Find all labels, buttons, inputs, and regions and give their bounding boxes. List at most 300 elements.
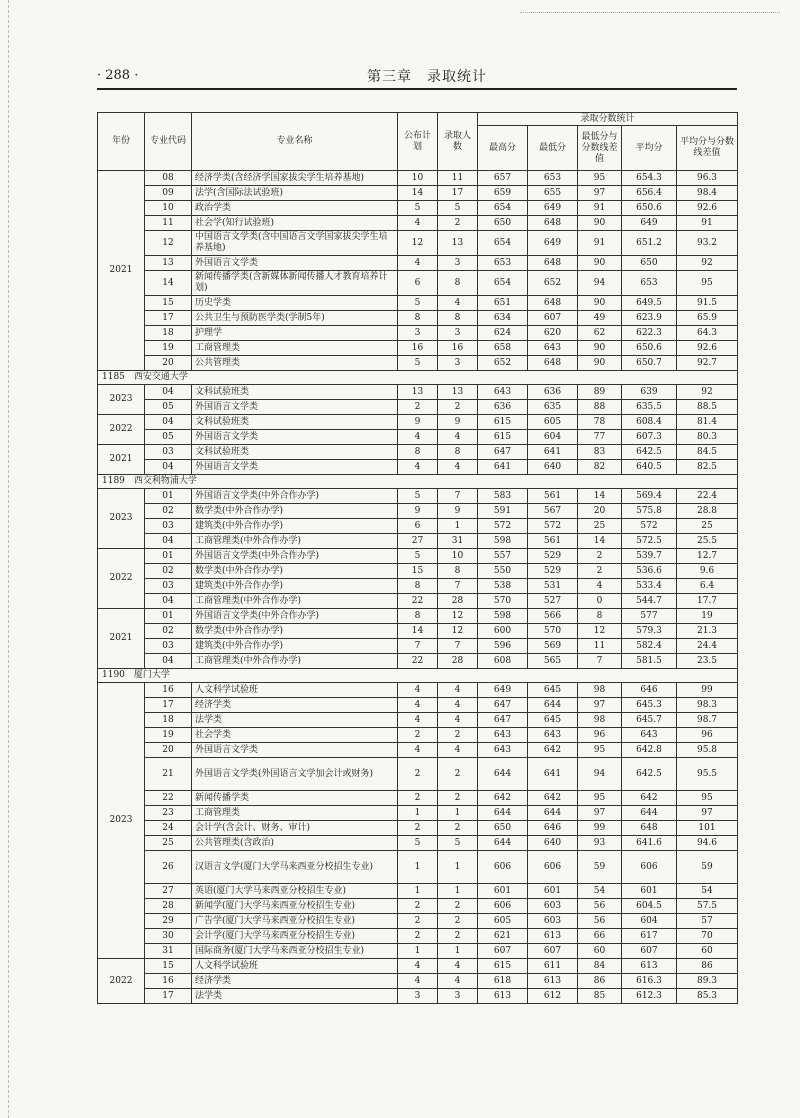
avg-cell: 622.3	[622, 326, 677, 341]
name-cell: 公共管理类(含政治)	[192, 836, 398, 851]
admitted-cell: 1	[438, 519, 478, 534]
avg-cell: 645.3	[622, 698, 677, 713]
name-cell: 护理学	[192, 326, 398, 341]
name-cell: 经济学类	[192, 974, 398, 989]
avg-cell: 623.9	[622, 311, 677, 326]
avg-cell: 616.3	[622, 974, 677, 989]
name-cell: 广告学(厦门大学马来西亚分校招生专业)	[192, 914, 398, 929]
plan-cell: 5	[398, 836, 438, 851]
plan-cell: 4	[398, 713, 438, 728]
avg-cell: 544.7	[622, 594, 677, 609]
name-cell: 建筑类(中外合作办学)	[192, 579, 398, 594]
min-cell: 643	[528, 728, 578, 743]
max-cell: 613	[478, 989, 528, 1004]
max-cell: 598	[478, 534, 528, 549]
admitted-cell: 31	[438, 534, 478, 549]
name-cell: 外国语言文学类	[192, 256, 398, 271]
avg-cell: 642	[622, 791, 677, 806]
admitted-cell: 9	[438, 504, 478, 519]
max-cell: 642	[478, 791, 528, 806]
min-diff-cell: 98	[578, 713, 622, 728]
avg-diff-cell: 94.6	[677, 836, 738, 851]
admitted-cell: 4	[438, 683, 478, 698]
admitted-cell: 3	[438, 256, 478, 271]
min-diff-cell: 90	[578, 356, 622, 371]
avg-diff-cell: 93.2	[677, 231, 738, 256]
max-cell: 636	[478, 400, 528, 415]
name-cell: 法学类	[192, 713, 398, 728]
col-plan: 公布计划	[398, 113, 438, 171]
code-cell: 04	[145, 654, 192, 669]
admitted-cell: 17	[438, 186, 478, 201]
admitted-cell: 8	[438, 311, 478, 326]
avg-cell: 612.3	[622, 989, 677, 1004]
admitted-cell: 13	[438, 385, 478, 400]
col-year: 年份	[98, 113, 145, 171]
plan-cell: 5	[398, 356, 438, 371]
year-cell: 2023	[98, 385, 145, 415]
avg-cell: 572.5	[622, 534, 677, 549]
table-row	[98, 231, 738, 256]
min-diff-cell: 2	[578, 564, 622, 579]
min-diff-cell: 85	[578, 989, 622, 1004]
min-cell: 611	[528, 959, 578, 974]
admitted-cell: 4	[438, 460, 478, 475]
avg-diff-cell: 99	[677, 683, 738, 698]
min-cell: 561	[528, 489, 578, 504]
min-cell: 642	[528, 791, 578, 806]
avg-diff-cell: 28.8	[677, 504, 738, 519]
col-name: 专业名称	[192, 113, 398, 171]
name-cell: 国际商务(厦门大学马来西亚分校招生专业)	[192, 944, 398, 959]
code-cell: 02	[145, 504, 192, 519]
code-cell: 30	[145, 929, 192, 944]
avg-cell: 617	[622, 929, 677, 944]
max-cell: 606	[478, 899, 528, 914]
min-cell: 612	[528, 989, 578, 1004]
min-cell: 607	[528, 944, 578, 959]
avg-cell: 536.6	[622, 564, 677, 579]
table-row	[98, 609, 738, 624]
plan-cell: 15	[398, 564, 438, 579]
name-cell: 数学类(中外合作办学)	[192, 564, 398, 579]
avg-diff-cell: 89.3	[677, 974, 738, 989]
min-diff-cell: 54	[578, 884, 622, 899]
col-code: 专业代码	[145, 113, 192, 171]
plan-cell: 2	[398, 400, 438, 415]
plan-cell: 10	[398, 171, 438, 186]
min-diff-cell: 94	[578, 271, 622, 296]
min-cell: 648	[528, 216, 578, 231]
min-diff-cell: 98	[578, 683, 622, 698]
name-cell: 数学类(中外合作办学)	[192, 624, 398, 639]
plan-cell: 12	[398, 231, 438, 256]
admitted-cell: 5	[438, 836, 478, 851]
university-row	[98, 669, 738, 683]
name-cell: 文科试验班类	[192, 385, 398, 400]
plan-cell: 3	[398, 326, 438, 341]
avg-diff-cell: 60	[677, 944, 738, 959]
admission-stats-table	[97, 112, 738, 1004]
min-cell: 648	[528, 296, 578, 311]
min-diff-cell: 59	[578, 851, 622, 884]
table-row	[98, 519, 738, 534]
max-cell: 598	[478, 609, 528, 624]
min-diff-cell: 93	[578, 836, 622, 851]
avg-diff-cell: 92.7	[677, 356, 738, 371]
code-cell: 17	[145, 311, 192, 326]
plan-cell: 8	[398, 609, 438, 624]
table-row	[98, 758, 738, 791]
plan-cell: 4	[398, 256, 438, 271]
plan-cell: 2	[398, 728, 438, 743]
avg-diff-cell: 81.4	[677, 415, 738, 430]
avg-cell: 650.7	[622, 356, 677, 371]
max-cell: 606	[478, 851, 528, 884]
min-cell: 613	[528, 929, 578, 944]
plan-cell: 13	[398, 385, 438, 400]
min-cell: 649	[528, 201, 578, 216]
min-cell: 565	[528, 654, 578, 669]
avg-diff-cell: 92	[677, 256, 738, 271]
min-cell: 572	[528, 519, 578, 534]
year-cell: 2021	[98, 445, 145, 475]
table-row	[98, 884, 738, 899]
avg-cell: 645.7	[622, 713, 677, 728]
avg-diff-cell: 21.3	[677, 624, 738, 639]
admitted-cell: 8	[438, 271, 478, 296]
min-cell: 644	[528, 698, 578, 713]
admitted-cell: 7	[438, 639, 478, 654]
table-row	[98, 791, 738, 806]
code-cell: 23	[145, 806, 192, 821]
code-cell: 03	[145, 639, 192, 654]
min-cell: 655	[528, 186, 578, 201]
avg-cell: 642.5	[622, 758, 677, 791]
name-cell: 英语(厦门大学马来西亚分校招生专业)	[192, 884, 398, 899]
min-diff-cell: 95	[578, 743, 622, 758]
name-cell: 经济学类(含经济学国家拔尖学生培养基地)	[192, 171, 398, 186]
table-row	[98, 504, 738, 519]
avg-cell: 656.4	[622, 186, 677, 201]
min-diff-cell: 66	[578, 929, 622, 944]
table-row	[98, 356, 738, 371]
table-row	[98, 914, 738, 929]
table-row	[98, 728, 738, 743]
name-cell: 会计学(厦门大学马来西亚分校招生专业)	[192, 929, 398, 944]
min-cell: 643	[528, 341, 578, 356]
min-cell: 606	[528, 851, 578, 884]
code-cell: 16	[145, 683, 192, 698]
min-cell: 640	[528, 836, 578, 851]
name-cell: 汉语言文学(厦门大学马来西亚分校招生专业)	[192, 851, 398, 884]
table-row	[98, 186, 738, 201]
avg-diff-cell: 92.6	[677, 341, 738, 356]
table-row	[98, 341, 738, 356]
plan-cell: 8	[398, 445, 438, 460]
avg-diff-cell: 85.3	[677, 989, 738, 1004]
max-cell: 649	[478, 683, 528, 698]
avg-cell: 650	[622, 256, 677, 271]
plan-cell: 2	[398, 929, 438, 944]
min-cell: 641	[528, 445, 578, 460]
code-cell: 19	[145, 728, 192, 743]
avg-diff-cell: 12.7	[677, 549, 738, 564]
admitted-cell: 9	[438, 415, 478, 430]
plan-cell: 3	[398, 989, 438, 1004]
name-cell: 社会学(知行试验班)	[192, 216, 398, 231]
avg-diff-cell: 97	[677, 806, 738, 821]
avg-diff-cell: 91.5	[677, 296, 738, 311]
table-row	[98, 713, 738, 728]
table-row	[98, 385, 738, 400]
min-diff-cell: 97	[578, 698, 622, 713]
max-cell: 618	[478, 974, 528, 989]
avg-diff-cell: 57.5	[677, 899, 738, 914]
table-row	[98, 400, 738, 415]
col-group: 录取分数统计	[478, 113, 738, 126]
year-cell: 2023	[98, 683, 145, 959]
plan-cell: 4	[398, 959, 438, 974]
code-cell: 09	[145, 186, 192, 201]
code-cell: 20	[145, 743, 192, 758]
code-cell: 16	[145, 974, 192, 989]
code-cell: 04	[145, 594, 192, 609]
table-row	[98, 899, 738, 914]
table-header	[98, 113, 738, 171]
min-diff-cell: 12	[578, 624, 622, 639]
min-diff-cell: 97	[578, 806, 622, 821]
admitted-cell: 11	[438, 171, 478, 186]
avg-cell: 640.5	[622, 460, 677, 475]
min-cell: 601	[528, 884, 578, 899]
admitted-cell: 7	[438, 489, 478, 504]
min-cell: 567	[528, 504, 578, 519]
code-cell: 28	[145, 899, 192, 914]
code-cell: 17	[145, 698, 192, 713]
admitted-cell: 12	[438, 609, 478, 624]
admitted-cell: 3	[438, 989, 478, 1004]
table-row	[98, 216, 738, 231]
code-cell: 19	[145, 341, 192, 356]
code-cell: 04	[145, 415, 192, 430]
min-diff-cell: 91	[578, 231, 622, 256]
min-diff-cell: 14	[578, 489, 622, 504]
table-row	[98, 256, 738, 271]
code-cell: 31	[145, 944, 192, 959]
table-row	[98, 974, 738, 989]
min-diff-cell: 49	[578, 311, 622, 326]
code-cell: 01	[145, 609, 192, 624]
avg-cell: 653	[622, 271, 677, 296]
code-cell: 02	[145, 564, 192, 579]
avg-cell: 601	[622, 884, 677, 899]
name-cell: 新闻传播学类(含新媒体新闻传播人才教育培养计划)	[192, 271, 398, 296]
table-row	[98, 534, 738, 549]
code-cell: 25	[145, 836, 192, 851]
avg-diff-cell: 98.3	[677, 698, 738, 713]
name-cell: 历史学类	[192, 296, 398, 311]
table-row	[98, 836, 738, 851]
page-number: · 288 ·	[97, 68, 139, 83]
name-cell: 外国语言文学类	[192, 460, 398, 475]
avg-diff-cell: 92	[677, 385, 738, 400]
min-diff-cell: 96	[578, 728, 622, 743]
name-cell: 文科试验班类	[192, 445, 398, 460]
plan-cell: 5	[398, 201, 438, 216]
plan-cell: 5	[398, 296, 438, 311]
chapter-title: 第三章 录取统计	[367, 69, 487, 85]
table-row	[98, 743, 738, 758]
admitted-cell: 8	[438, 564, 478, 579]
name-cell: 法学类	[192, 989, 398, 1004]
code-cell: 26	[145, 851, 192, 884]
avg-cell: 649	[622, 216, 677, 231]
min-diff-cell: 56	[578, 899, 622, 914]
max-cell: 650	[478, 821, 528, 836]
max-cell: 596	[478, 639, 528, 654]
table-row	[98, 430, 738, 445]
admitted-cell: 28	[438, 594, 478, 609]
admitted-cell: 2	[438, 728, 478, 743]
table-row	[98, 654, 738, 669]
min-diff-cell: 99	[578, 821, 622, 836]
max-cell: 658	[478, 341, 528, 356]
max-cell: 643	[478, 385, 528, 400]
name-cell: 工商管理类(中外合作办学)	[192, 534, 398, 549]
max-cell: 605	[478, 914, 528, 929]
max-cell: 600	[478, 624, 528, 639]
plan-cell: 4	[398, 743, 438, 758]
table-row	[98, 698, 738, 713]
admitted-cell: 3	[438, 326, 478, 341]
admitted-cell: 10	[438, 549, 478, 564]
min-cell: 561	[528, 534, 578, 549]
max-cell: 615	[478, 415, 528, 430]
name-cell: 工商管理类	[192, 341, 398, 356]
min-cell: 648	[528, 256, 578, 271]
max-cell: 650	[478, 216, 528, 231]
min-cell: 604	[528, 430, 578, 445]
code-cell: 27	[145, 884, 192, 899]
avg-diff-cell: 95.8	[677, 743, 738, 758]
min-diff-cell: 8	[578, 609, 622, 624]
max-cell: 647	[478, 445, 528, 460]
max-cell: 652	[478, 356, 528, 371]
plan-cell: 2	[398, 899, 438, 914]
avg-cell: 579.3	[622, 624, 677, 639]
table-row	[98, 460, 738, 475]
name-cell: 公共卫生与预防医学类(学制5年)	[192, 311, 398, 326]
avg-diff-cell: 6.4	[677, 579, 738, 594]
table-row	[98, 929, 738, 944]
name-cell: 法学(含国际法试验班)	[192, 186, 398, 201]
table-row	[98, 489, 738, 504]
avg-cell: 539.7	[622, 549, 677, 564]
min-diff-cell: 62	[578, 326, 622, 341]
min-diff-cell: 84	[578, 959, 622, 974]
avg-diff-cell: 17.7	[677, 594, 738, 609]
plan-cell: 4	[398, 430, 438, 445]
university-row	[98, 475, 738, 489]
plan-cell: 2	[398, 914, 438, 929]
admitted-cell: 2	[438, 758, 478, 791]
table-row	[98, 806, 738, 821]
name-cell: 新闻传播学类	[192, 791, 398, 806]
table-row	[98, 624, 738, 639]
max-cell: 654	[478, 201, 528, 216]
name-cell: 外国语言文学类(中外合作办学)	[192, 489, 398, 504]
year-cell: 2022	[98, 415, 145, 445]
admitted-cell: 4	[438, 713, 478, 728]
min-diff-cell: 90	[578, 216, 622, 231]
admitted-cell: 1	[438, 944, 478, 959]
min-cell: 620	[528, 326, 578, 341]
name-cell: 公共管理类	[192, 356, 398, 371]
max-cell: 654	[478, 271, 528, 296]
admitted-cell: 1	[438, 806, 478, 821]
col-max: 最高分	[478, 126, 528, 171]
max-cell: 644	[478, 758, 528, 791]
col-min: 最低分	[528, 126, 578, 171]
avg-cell: 639	[622, 385, 677, 400]
name-cell: 会计学(含会计、财务、审计)	[192, 821, 398, 836]
max-cell: 624	[478, 326, 528, 341]
name-cell: 外国语言文学类(外国语言文学加会计或财务)	[192, 758, 398, 791]
plan-cell: 5	[398, 489, 438, 504]
plan-cell: 8	[398, 311, 438, 326]
plan-cell: 22	[398, 594, 438, 609]
min-diff-cell: 60	[578, 944, 622, 959]
avg-diff-cell: 95	[677, 791, 738, 806]
admitted-cell: 3	[438, 356, 478, 371]
year-cell: 2023	[98, 489, 145, 549]
min-diff-cell: 89	[578, 385, 622, 400]
avg-diff-cell: 23.5	[677, 654, 738, 669]
table-row	[98, 311, 738, 326]
max-cell: 538	[478, 579, 528, 594]
max-cell: 621	[478, 929, 528, 944]
avg-cell: 606	[622, 851, 677, 884]
code-cell: 04	[145, 385, 192, 400]
min-cell: 640	[528, 460, 578, 475]
code-cell: 20	[145, 356, 192, 371]
max-cell: 659	[478, 186, 528, 201]
avg-diff-cell: 88.5	[677, 400, 738, 415]
code-cell: 05	[145, 400, 192, 415]
admitted-cell: 2	[438, 929, 478, 944]
plan-cell: 1	[398, 806, 438, 821]
avg-diff-cell: 70	[677, 929, 738, 944]
university-row	[98, 371, 738, 385]
min-diff-cell: 78	[578, 415, 622, 430]
min-diff-cell: 20	[578, 504, 622, 519]
min-diff-cell: 77	[578, 430, 622, 445]
code-cell: 04	[145, 534, 192, 549]
min-diff-cell: 11	[578, 639, 622, 654]
max-cell: 557	[478, 549, 528, 564]
admitted-cell: 7	[438, 579, 478, 594]
avg-cell: 575.8	[622, 504, 677, 519]
name-cell: 工商管理类	[192, 806, 398, 821]
min-diff-cell: 25	[578, 519, 622, 534]
avg-cell: 569.4	[622, 489, 677, 504]
avg-cell: 582.4	[622, 639, 677, 654]
plan-cell: 16	[398, 341, 438, 356]
name-cell: 文科试验班类	[192, 415, 398, 430]
table-row	[98, 564, 738, 579]
plan-cell: 22	[398, 654, 438, 669]
